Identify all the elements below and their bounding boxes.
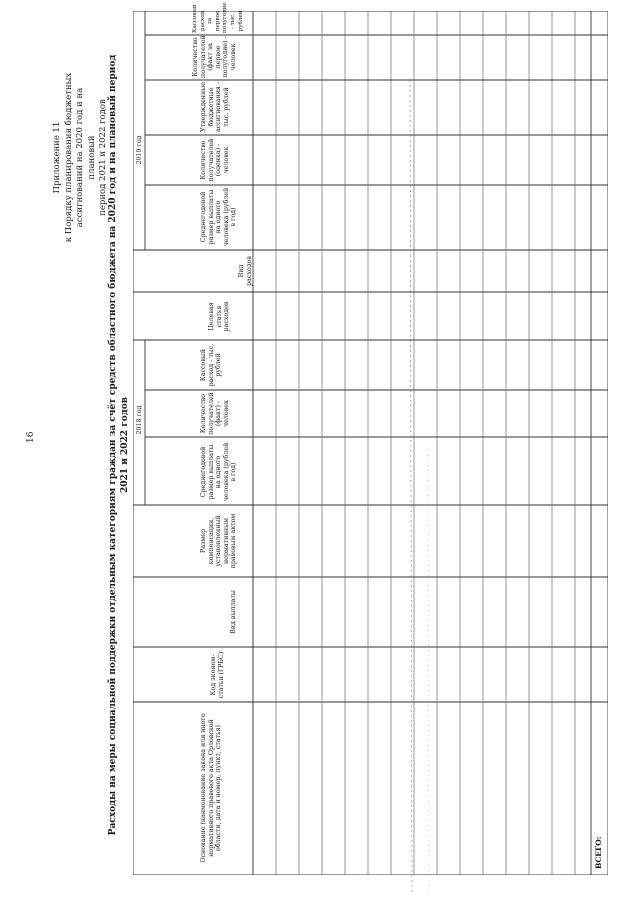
header-approved-2019: Утвержденные бюджетные ассигнования - тыс. рублей xyxy=(200,81,230,133)
total-row-label: ВСЕГО: xyxy=(594,836,603,869)
header-avg-2018: Среднегодовой размер выплаты на одного человека (рублей в год) xyxy=(200,442,238,502)
page-number: 16 xyxy=(26,431,36,443)
header-year-2018: 2018 год xyxy=(136,405,143,435)
header-count-h1-2019: Количество получателей (факт за первое полугодие) - человек xyxy=(192,35,237,78)
appendix-line: к Порядку планирования бюджетных xyxy=(63,72,74,243)
header-avg-2019: Среднегодовой размер выплаты на одного человека (рублей в год) xyxy=(200,187,238,247)
header-expense-type: Вид расходов xyxy=(238,256,253,286)
header-cash-2018: Кассовый расход - тыс. рублей xyxy=(200,343,223,387)
appendix-reference xyxy=(52,70,110,245)
header-year-2019: 2019 год xyxy=(136,135,143,165)
appendix-line: Приложение 11 xyxy=(52,121,62,194)
header-count-2019: Количество получателей (оценка) - человек xyxy=(200,138,230,182)
header-legal-basis: Основание (наименование закона или иного нормативного правового акта Орловской области, дата и номер, пункт, статья) xyxy=(200,713,223,863)
header-cash-h1-2019: Кассовый расход за первое полугодие - тыс. рублей xyxy=(192,2,244,33)
document-title: Расходы на меры социальной поддержки отдельным категориям граждан за счёт средств областного бюджета на 2020 год и на плановый период 2021 и 2022 годов xyxy=(108,54,130,836)
header-benefit-size: Размер компенсации, установленный нормативным правовым актом xyxy=(200,513,238,569)
appendix-line: период 2021 и 2022 годов xyxy=(98,99,108,216)
appendix-line: ассигнований на 2020 год и на плановый xyxy=(75,87,97,228)
header-econ-code: Код эконом-статьи (ГРБС) xyxy=(210,651,225,699)
header-target-article: Целевая статья расходов xyxy=(208,301,231,332)
header-count-2018: Количество получателей (факт) - человек xyxy=(200,392,230,435)
header-payment-type: Вид выплаты xyxy=(230,590,237,634)
